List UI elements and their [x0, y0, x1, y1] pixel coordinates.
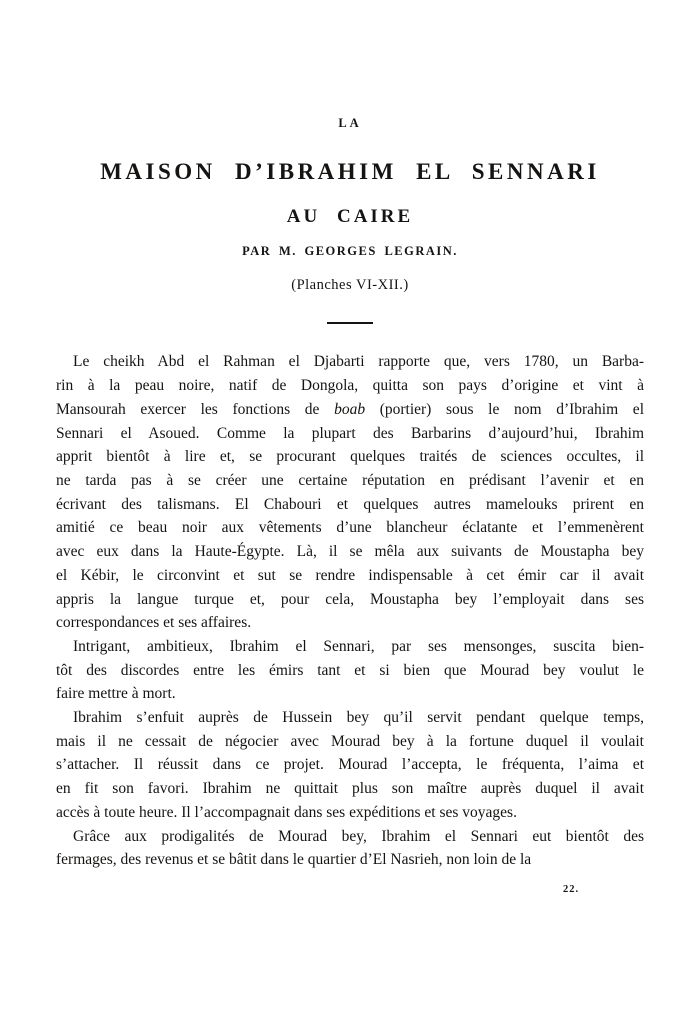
text-line: rin à la peau noire, natif de Dongola, quitta son pays d’origine et vint à	[56, 377, 644, 395]
paragraph	[56, 825, 644, 872]
text-line: Mansourah exercer les fonctions de boab (portier) sous le nom d’Ibrahim el	[56, 400, 644, 418]
text-line: appris la langue turque et, pour cela, Moustapha bey l’employait dans ses	[56, 590, 644, 608]
text-line: mais il ne cessait de négocier avec Mourad bey à la fortune duquel il voulait	[56, 732, 644, 750]
text-line: Sennari el Asoued. Comme la plupart des Barbarins d’aujourd’hui, Ibrahim	[56, 424, 644, 442]
text-line: tôt des discordes entre les émirs tant et si bien que Mourad bey voulut le	[56, 661, 644, 679]
article-byline: PAR M. GEORGES LEGRAIN.	[242, 244, 458, 259]
body-text	[56, 350, 644, 871]
article-title: MAISON D’IBRAHIM EL SENNARI	[100, 158, 600, 184]
article-header	[0, 0, 700, 324]
text-line: Ibrahim s’enfuit auprès de Hussein bey qu’il servit pendant quelque temps,	[73, 709, 644, 727]
text-line: avec eux dans la Haute-Égypte. Là, il se mêla aux suivants de Moustapha bey	[56, 543, 644, 561]
plates-note: (Planches VI-XII.)	[291, 277, 409, 294]
text-line: faire mettre à mort.	[56, 685, 176, 703]
paragraph	[56, 635, 644, 706]
text-line: écrivant des talismans. El Chabouri et quelques autres mamelouks prirent en	[56, 495, 644, 513]
text-line: apprit bientôt à lire et, se procurant quelques traités de sciences occultes, il	[56, 448, 644, 466]
signature-mark: 22.	[563, 884, 580, 895]
text-line: amitié ce beau noir aux vêtements d’une blancheur éclatante et l’emmenèrent	[56, 519, 644, 537]
text-line: Le cheikh Abd el Rahman el Djabarti rapporte que, vers 1780, un Barba-	[73, 353, 644, 371]
text-line: Grâce aux prodigalités de Mourad bey, Ibrahim el Sennari eut bientôt des	[73, 827, 644, 845]
paragraph	[56, 706, 644, 825]
paragraph	[56, 350, 644, 634]
article-supertitle: LA	[338, 116, 362, 130]
text-line: s’attacher. Il réussit dans ce projet. Mourad l’accepta, le fréquenta, l’aima et	[56, 756, 644, 774]
divider-rule	[327, 322, 373, 324]
text-line: el Kébir, le circonvint et sut se rendre indispensable à cet émir car il avait	[56, 566, 644, 584]
text-line: Intrigant, ambitieux, Ibrahim el Sennari, par ses mensonges, suscita bien-	[73, 637, 644, 655]
text-line: correspondances et ses affaires.	[56, 614, 252, 632]
article-subtitle: AU CAIRE	[286, 206, 414, 228]
text-line: fermages, des revenus et se bâtit dans le quartier d’El Nasrieh, non loin de la	[56, 851, 532, 869]
text-line: en fit son favori. Ibrahim ne quittait plus son maître auprès duquel il avait	[56, 780, 644, 798]
text-line: ne tarda pas à se créer une certaine réputation en prédisant l’avenir et en	[56, 471, 644, 489]
text-line: accès à toute heure. Il l’accompagnait dans ses expéditions et ses voyages.	[56, 803, 517, 821]
